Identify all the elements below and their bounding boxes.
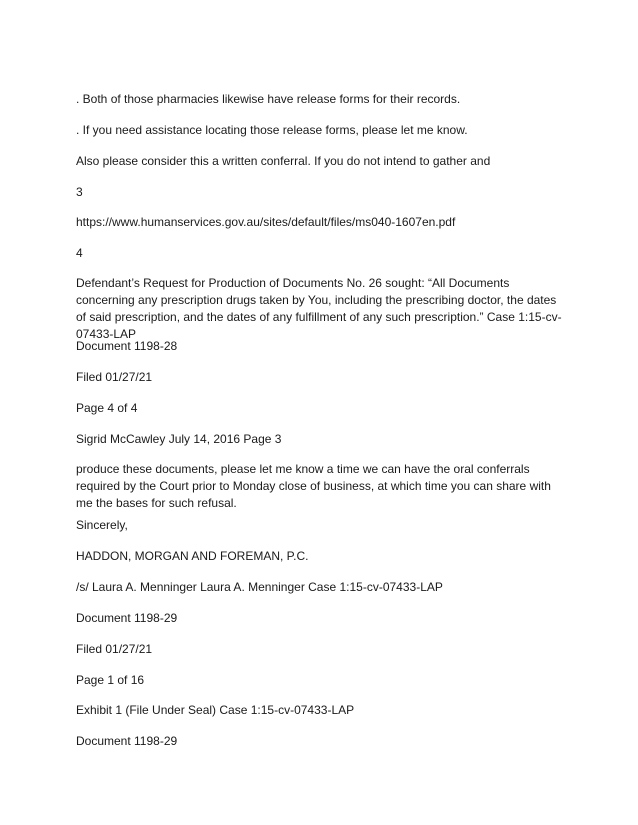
exhibit-line: Exhibit 1 (File Under Seal) Case 1:15-cv-07433-LAP xyxy=(76,703,355,717)
document-number-line: Document 1198-28 xyxy=(76,339,178,353)
produce-documents-paragraph: produce these documents, please let me know a time we can have the oral conferrals required by the Court prior to Monday close of business, at which time you can share with me the bases for such refusal. xyxy=(76,462,551,510)
filed-date-line-2: Filed 01/27/21 xyxy=(76,642,153,656)
footnote-url: https://www.humanservices.gov.au/sites/default/files/ms040-1607en.pdf xyxy=(76,215,456,229)
footnote-number-3: 3 xyxy=(76,185,83,199)
closing-sincerely: Sincerely, xyxy=(76,518,128,532)
document-number-line-2: Document 1198-29 xyxy=(76,611,178,625)
firm-name: HADDON, MORGAN AND FOREMAN, P.C. xyxy=(76,549,309,563)
footnote-number-4: 4 xyxy=(76,246,83,260)
signature-line: /s/ Laura A. Menninger Laura A. Menninger Case 1:15-cv-07433-LAP xyxy=(76,580,443,594)
page-number-line: Page 4 of 4 xyxy=(76,401,138,415)
letter-header-line: Sigrid McCawley July 14, 2016 Page 3 xyxy=(76,432,282,446)
footnote-request-production: Defendant’s Request for Production of Documents No. 26 sought: “All Documents concerning any prescription drugs taken by You, including the prescribing doctor, the dates of said prescription, and the dates of any fulfillment of any such prescription.” Case 1:15-cv-07433-LAP xyxy=(76,276,562,341)
written-conferral-line: Also please consider this a written conferral. If you do not intend to gather and xyxy=(76,154,491,168)
assistance-line: . If you need assistance locating those release forms, please let me know. xyxy=(76,123,468,137)
filed-date-line: Filed 01/27/21 xyxy=(76,370,153,384)
page-number-line-2: Page 1 of 16 xyxy=(76,673,145,687)
document-number-line-3: Document 1198-29 xyxy=(76,734,178,748)
pharmacies-release-forms-line: . Both of those pharmacies likewise have release forms for their records. xyxy=(76,92,461,106)
